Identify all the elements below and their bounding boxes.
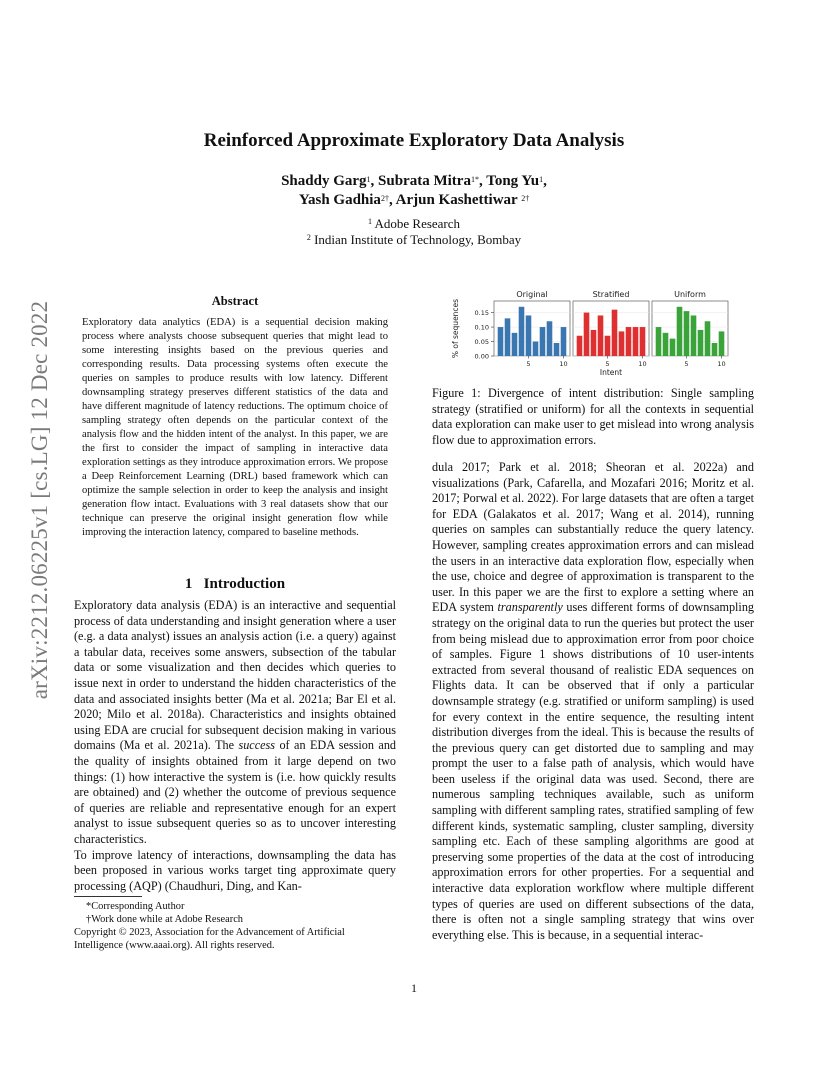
panel-title: Uniform — [674, 290, 706, 299]
bar — [684, 311, 690, 356]
author-name: Arjun Kashettiwar — [395, 192, 518, 208]
arxiv-identifier-text: arXiv:2212.06225v1 [cs.LG] 12 Dec 2022 — [27, 300, 52, 700]
author-list — [0, 172, 828, 210]
intro-paragraph-2: To improve latency of interactions, downsampling the data has been proposed in various works target ting approximate query processing (AQP) (Chaudhuri, Ding, and Kan- — [74, 847, 396, 893]
bar — [605, 336, 611, 356]
figure-1-caption: Figure 1: Divergence of intent distribution: Single sampling strategy (stratified or uniform) for all the contexts in sequential data exploration can make user to get mislead into wrong analysis flow due to approximation errors. — [432, 386, 754, 447]
author-line-1: Shaddy Garg$^1$, Subrata Mitra$^{1*}$, Tong Yu$^1$, — [281, 173, 547, 189]
affiliation-item — [0, 232, 828, 248]
intro-emphasis: success — [238, 738, 276, 753]
bar — [533, 342, 539, 356]
footnotes — [74, 900, 396, 952]
bar — [719, 331, 725, 356]
author-affil-mark: 1* — [470, 175, 479, 184]
bar — [498, 327, 504, 356]
bar — [677, 307, 683, 356]
abstract-heading: Abstract — [211, 294, 259, 308]
section-title: Introduction — [203, 576, 286, 592]
bar — [561, 327, 567, 356]
bar — [512, 333, 518, 356]
introduction-text — [74, 598, 396, 894]
bar — [591, 330, 597, 356]
abstract-text: Exploratory data analytics (EDA) is a sequential decision making process where analysts choose subsequent queries that might lead to some interesting insights based on the previous queries and corresponding results. Data processing systems often execute the queries on samples to produce results with low latency. Different downsampling strategy preserves different statistics of the data and have different magnitude of latency reductions. The optimum choice of sampling strategy often depends on the particular context of the analysis flow and the hidden intent of the analyst. In this paper, we are the first to consider the impact of sampling in interactive data exploration settings as they introduce approximation errors. We propose a Deep Reinforcement Learning (DRL) based framework which can optimize the sample selection in order to keep the analysis and insight generation flow intact. Evaluations with 3 real datasets show that our technique can preserve the original insight generation flow while improving the interaction latency, compared to baseline methods. — [82, 317, 388, 538]
footnote-corresponding: *Corresponding Author — [86, 901, 185, 912]
bar — [619, 331, 625, 356]
bar — [577, 336, 583, 356]
x-tick-label: 10 — [559, 360, 568, 368]
y-axis-label: % of sequences — [451, 298, 460, 359]
author-affil-mark: 1 — [539, 175, 544, 184]
bar — [705, 321, 711, 356]
bar — [691, 315, 697, 356]
bar — [698, 330, 704, 356]
intro-text-run: of an EDA session and the quality of insights obtained from it large depend on two things: (1) how interactive the system is (i.e. how quickly results are obtained) and (2) whether the outcome of previous sequence of queries are reliable and representative enough for an expert analyst to issue subsequent queries so as to uncover interesting characteristics. — [74, 738, 397, 846]
intro-text-run: Exploratory data analysis (EDA) is an interactive and sequential process of data understanding and insight generation where a user (e.g. a data analyst) issues an analysis action (i.e. a query) against a tabular data, receives some answers, subsection of the tabular data or some visualization and then decides which queries to issue next in order to understand the hidden characteristics of the data and associated insights better (Ma et al. 2021a; Bar El et al. 2020; Milo et al. 2018a). Characteristics and insights obtained using EDA are crucial for subsequent decision making in various domains (Ma et al. 2021a). The — [74, 598, 396, 753]
affiliation-mark: 1 — [367, 217, 372, 226]
x-axis-label: Intent — [599, 368, 623, 377]
bar — [640, 327, 646, 356]
bar — [584, 313, 590, 356]
author-name: Shaddy Garg — [281, 173, 367, 189]
y-tick-label: 0.05 — [474, 338, 489, 347]
author-affil-mark: 1 — [366, 175, 371, 184]
affiliation-name: Indian Institute of Technology, Bombay — [314, 232, 522, 247]
page-number: 1 — [411, 981, 417, 995]
bar — [656, 327, 662, 356]
author-name: Tong Yu — [486, 173, 540, 189]
x-tick-label: 5 — [526, 360, 531, 368]
affiliation-item — [0, 216, 828, 232]
footnote-work-done: †Work done while at Adobe Research — [86, 914, 243, 925]
y-tick-label: 0.00 — [474, 352, 489, 361]
copyright-notice: Copyright © 2023, Association for the Advancement of Artificial Intelligence (www.aaai.org). All rights reserved. — [74, 927, 345, 951]
body-text-run: dula 2017; Park et al. 2018; Sheoran et al. 2022a) and visualizations (Park, Cafarella, and Mozafari 2016; Moritz et al. 2017; Porwal et al. 2022). For large datasets that are often a target for EDA (Galakatos et al. 2017; Wang et al. 2014), running queries on samples can substantially reduce the query latency. However, sampling creates approximation errors and can mislead the users in an interactive data exploration flow, especially when the use, choice and degree of approximation is transparent to the user. In this paper we are the first to explore a setting where an EDA system — [432, 460, 754, 615]
affiliation-mark: 2 — [306, 233, 311, 242]
bar — [598, 315, 604, 356]
intro-paragraph-1 — [74, 598, 396, 848]
bar — [670, 339, 676, 356]
author-name: Yash Gadhia — [298, 192, 381, 208]
bar — [547, 321, 553, 356]
figure-1-chart — [432, 286, 754, 386]
affiliations — [0, 216, 828, 248]
x-tick-label: 5 — [684, 360, 689, 368]
bar — [505, 318, 511, 356]
arxiv-identifier — [15, 285, 65, 715]
x-tick-label: 10 — [717, 360, 726, 368]
bar — [526, 315, 532, 356]
body-text-run: uses different forms of downsampling strategy on the original data to run the queries but protect the user from being mislead due to approximation error from poor choice of samples. Figure 1 shows distributions of 10 user-intents extracted from several thousand of realistic EDA sequences on Flights data. It can be observed that if only a particular downsample strategy (e.g. stratified or uniform sampling) is used for every context in the entire sequence, the resulting intent distribution diverges from the ideal. This is because the results of the previous query can get distorted due to sampling and may prompt the user to a false path of analysis, which would have been useless if the original data was used. Second, there are numerous sampling techniques available, such as uniform sampling with different sampling rates, stratified sampling of few different kinds, systematic sampling, cluster sampling, diversity sampling etc. Each of these sampling algorithms are good at preserving some properties of the data at the cost of introducing approximation errors for other properties. For a sequential and interactive data exploration workflow where multiple different types of queries are used on different subsections of the data, there is often not a single sampling strategy that wins over everything else. This is because, in a sequential interac- — [432, 600, 755, 942]
author-name: Subrata Mitra — [378, 173, 471, 189]
x-tick-label: 5 — [605, 360, 610, 368]
bar — [712, 343, 718, 356]
paper-title: Reinforced Approximate Exploratory Data Analysis — [203, 130, 625, 151]
author-affil-mark: 2† — [521, 194, 530, 203]
bar — [626, 327, 632, 356]
section-number: 1 — [184, 576, 193, 592]
panel-title: Original — [516, 290, 548, 299]
bar — [633, 327, 639, 356]
y-tick-label: 0.15 — [474, 309, 489, 318]
panel-title: Stratified — [592, 290, 630, 299]
y-tick-label: 0.10 — [474, 323, 489, 332]
bar — [612, 310, 618, 356]
bar — [540, 327, 546, 356]
author-affil-mark: 2† — [380, 194, 389, 203]
right-column-text — [432, 460, 754, 943]
bar — [554, 343, 560, 356]
footnote-rule — [74, 896, 142, 897]
body-emphasis: transparently — [497, 600, 563, 615]
author-line-2: Yash Gadhia$^{2\dagger}$, Arjun Kashettiwar $^{2\dagger}$ — [298, 192, 530, 208]
x-tick-label: 10 — [638, 360, 647, 368]
section-heading-introduction — [74, 576, 396, 593]
bar — [663, 333, 669, 356]
affiliation-name: Adobe Research — [374, 216, 461, 231]
bar — [519, 307, 525, 356]
